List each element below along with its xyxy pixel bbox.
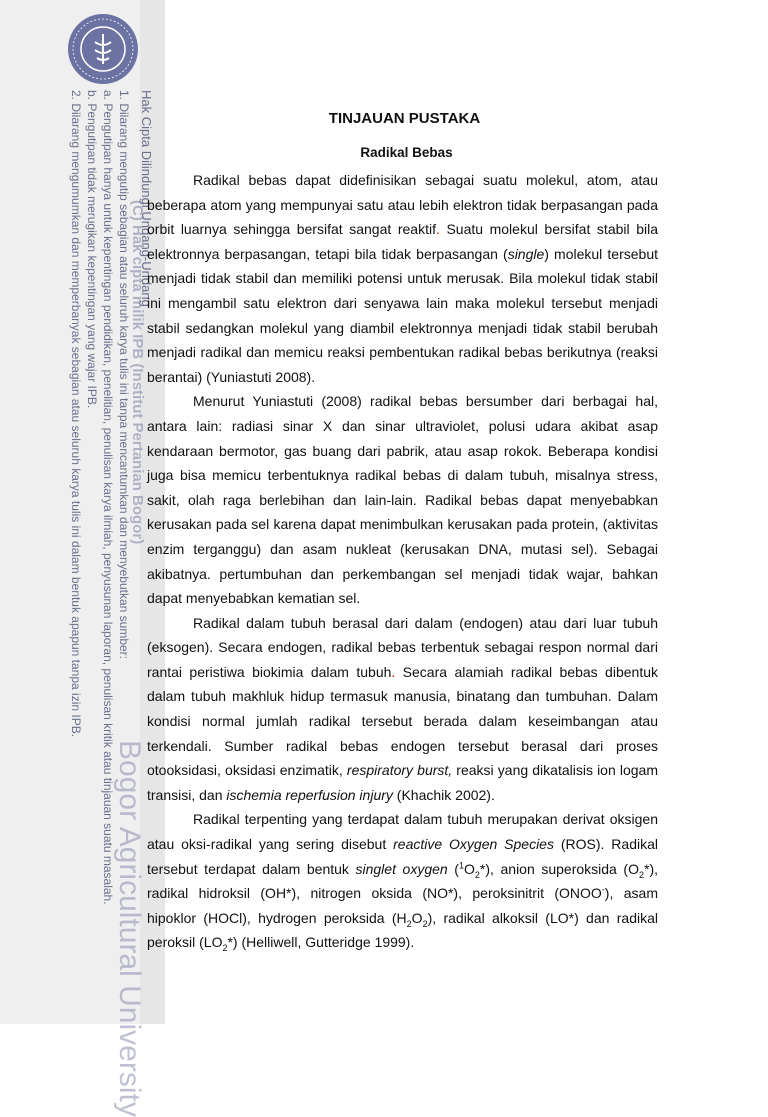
watermark-bogor: Bogor Agricultural University [113,740,146,1117]
paragraph-4: Radikal terpenting yang terdapat dalam tubuh merupakan derivat oksigen atau oksi-radikal yang sering disebut reactive Oxygen Species (ROS). Radikal tersebut terdapat dalam bentuk singlet oxygen $(^1O_2*)$, anion superoksida $(O_2*)$, radikal hidroksil (OH*), nitrogen oksida (NO*), peroksinitrit (ONOO-), asam hipoklor (HOCl), hydrogen peroksida $(H_2O_2)$, radikal alkoksil (LO*) dan radikal peroksil $(LO_2*)$ (Helliwell, Gutteridge 1999). [147,811,658,954]
watermark-hak-cipta: (C) Hak cipta milik IPB (Institut Pertanian Bogor) [129,200,146,545]
ipb-logo-icon [68,14,138,84]
document-body [147,108,658,955]
paragraph-3: Radikal dalam tubuh berasal dari dalam (endogen) atau dari luar tubuh (eksogen). Secara endogen, radikal bebas terbentuk sebagai respon normal dari rantai peristiwa biokimia dalam tubuh. Secara alamiah radikal bebas dibentuk dalam tubuh makhluk hidup termasuk manusia, binatang dan tumbuhan. Dalam kondisi normal jumlah radikal tersebut berada dalam keseimbangan atau terkendali. Sumber radikal bebas endogen tersebut berasal dari proses otooksidasi, oksidasi enzimatik, respiratory burst, reaksi yang dikatalisis ion logam transisi, dan ischemia reperfusion injury (Khachik 2002). [147,614,659,803]
paragraph-2: Menurut Yuniastuti (2008) radikal bebas bersumber dari berbagai hal, antara lain: radiasi sinar X dan sinar ultraviolet, polusi udara akibat asap kendaraan bermotor, gas buang dari pabrik, atau asap rokok. Beberapa kondisi juga bisa memicu terbentuknya radikal bebas di dalam tubuh, misalnya stress, sakit, olah raga berlebihan dan lain-lain. Radikal bebas dapat menyebabkan kerusakan pada sel karena dapat menimbulkan kerusakan pada protein, (aktivitas enzim terganggu) dan asam nukleat (kerusakan DNA, mutasi sel). Sebagai akibatnya. pertumbuhan dan perkembangan sel menjadi tidak wajar, bahkan dapat menyebabkan kematian sel. [147,393,658,607]
notice-title: Hak Cipta Dilindungi Undang-Undang [139,90,154,307]
notice-line-a: a. Pengutipan hanya untuk kepentingan pendidikan, penelitian, penulisan karya ilmiah, penyusunan laporan, penulisan kritik atau tinjauan suatu masalah. [101,90,115,905]
notice-line-2: 2. Dilarang mengumumkan dan memperbanyak sebagian atau seluruh karya tulis ini dalam bentuk apapun tanpa izin IPB. [69,90,83,738]
notice-line-1: 1. Dilarang mengutip sebagian atau seluruh karya tulis ini tanpa mencantumkan dan menyebutkan sumber: [117,90,131,660]
paragraph-1: Radikal bebas dapat didefinisikan sebagai suatu molekul, atom, atau beberapa atom yang mempunyai satu atau lebih elektron tidak berpasangan pada orbit luarnya sehingga bersifat sangat reaktif. Suatu molekul bersifat stabil bila elektronnya berpasangan, tetapi bila tidak berpasangan (single) molekul tersebut menjadi tidak stabil dan memiliki potensi untuk merusak. Bila molekul tidak stabil ini mengambil satu elektron dari senyawa lain maka molekul tersebut menjadi stabil sedangkan molekul yang diambil elektronnya menjadi tidak stabil berubah menjadi radikal dan memicu reaksi pembentukan radikal bebas berikutnya (reaksi berantai) (Yuniastuti 2008). [147,172,658,385]
notice-line-b: b. Pengutipan tidak merugikan kepentingan yang wajar IPB. [85,90,99,409]
page-title: TINJAUAN PUSTAKA [328,110,481,127]
section-title: Radikal Bebas [360,145,453,160]
